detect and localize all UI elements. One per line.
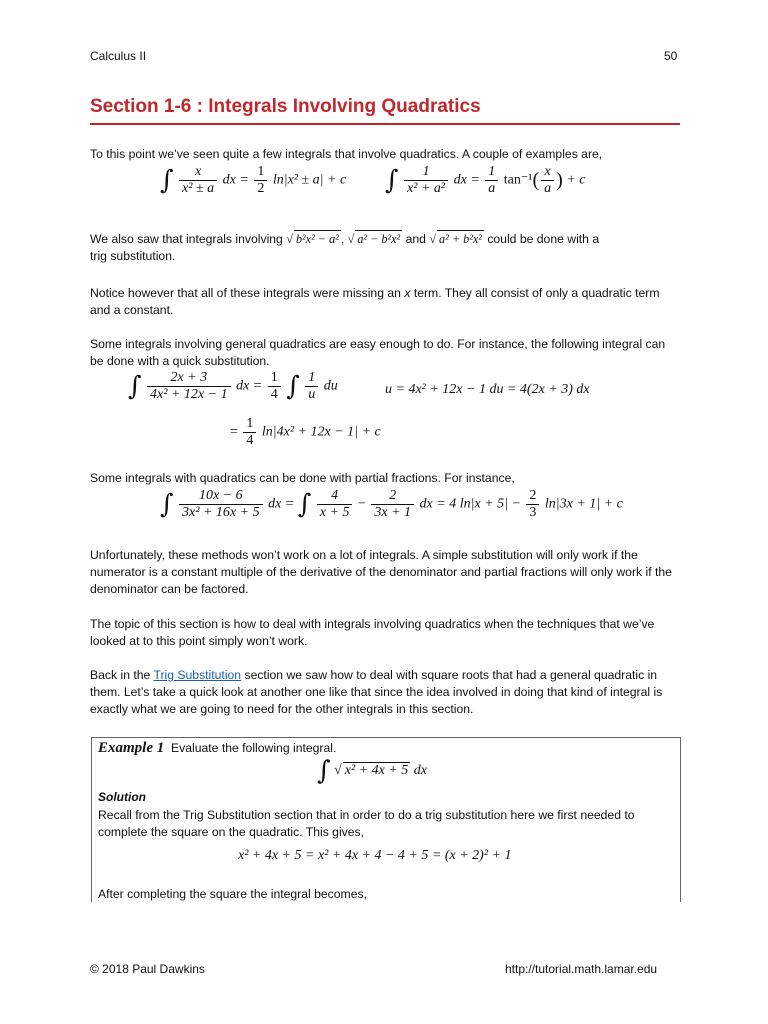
denominator: x + 5: [319, 505, 350, 520]
numerator: 2: [526, 488, 539, 505]
text: Notice however that all of these integrals were missing an: [90, 286, 401, 300]
paragraph-limitations: Unfortunately, these methods won’t work on a lot of integrals. A simple substitution will only work if the numerator is a constant multiple of the derivative of the denominator and partial fractions will only work if the denominator can be factored.: [90, 548, 672, 596]
radicand: a² + b²x²: [439, 232, 482, 246]
result: ln|x² ± a| + c: [272, 172, 347, 188]
operator: −: [357, 496, 366, 512]
denominator: 3x² + 16x + 5: [182, 505, 260, 520]
differential: dx =: [453, 172, 480, 188]
paragraph-missing-x: [90, 285, 680, 319]
integral-sign: ∫: [160, 165, 174, 196]
denominator: 2: [257, 181, 265, 196]
numerator: 1: [268, 370, 281, 387]
denominator: x² ± a: [182, 181, 215, 196]
fraction: [305, 370, 318, 403]
denominator: 4x² + 12x − 1: [150, 387, 228, 402]
numerator: 1: [305, 370, 318, 387]
formula-substitution: [128, 370, 338, 403]
denominator: 4: [270, 387, 278, 402]
coefficient: [526, 488, 539, 521]
denominator: a: [544, 181, 552, 196]
fraction: [147, 370, 231, 403]
text: could be done with a: [487, 232, 600, 246]
example-integral: [317, 758, 427, 784]
integral-sign: ∫: [128, 371, 142, 402]
denominator: 4: [246, 433, 254, 448]
section-title: Section 1-6 : Integrals Involving Quadratics: [90, 96, 481, 117]
integral-sign: ∫: [385, 165, 399, 196]
integral-sign: ∫: [160, 489, 174, 520]
differential: dx: [413, 763, 427, 779]
integral-sign: ∫: [317, 756, 331, 786]
solution-label: Solution: [98, 790, 146, 804]
radicand: a² − b²x²: [357, 232, 401, 246]
paragraph-partial-fractions: Some integrals with quadratics can be done with partial fractions. For instance,: [90, 471, 515, 485]
denominator: x² + a²: [407, 181, 446, 196]
integral-sign: ∫: [297, 489, 312, 520]
course-name: Calculus II: [90, 49, 147, 63]
result: ln|3x + 1| + c: [544, 496, 623, 512]
denominator: u: [308, 387, 316, 402]
fraction: [404, 164, 448, 197]
numerator: 1: [485, 164, 498, 181]
text: We also saw that integrals involving: [90, 232, 283, 246]
numerator: 2: [371, 488, 414, 505]
fraction: [371, 488, 414, 521]
denominator: a: [488, 181, 496, 196]
copyright: © 2018 Paul Dawkins: [90, 962, 205, 976]
example-header: [98, 740, 336, 757]
denominator: 3x + 1: [374, 505, 412, 520]
numerator: 1: [254, 164, 267, 181]
separator: ,: [340, 232, 345, 246]
coefficient: [243, 416, 256, 449]
complete-square: x² + 4x + 5 = x² + 4x + 4 − 4 + 5 = (x + 2)² + 1: [238, 848, 512, 863]
denominator: 3: [529, 505, 537, 520]
coefficient: [254, 164, 267, 197]
fraction: [179, 164, 217, 197]
numerator: 4: [317, 488, 353, 505]
constant: + c: [566, 172, 586, 188]
root: √ x² + 4x + 5: [334, 763, 409, 779]
inner-fraction: [541, 164, 554, 197]
footer-url: http://tutorial.math.lamar.edu: [505, 962, 658, 976]
radicand: b²x² − a²: [295, 232, 339, 246]
title-underline: [90, 123, 680, 125]
coefficient: [485, 164, 498, 197]
example-box: [91, 737, 681, 902]
numerator: 1: [243, 416, 256, 433]
paragraph-topic: The topic of this section is how to deal with integrals involving quadratics when the techniques that we’ve looked at to this point simply won’t work.: [90, 617, 655, 648]
formula-arctan-integral: ∫ $\frac{1}{\text{x² + a²}}$ dx = $\frac{1}{a}$ tan⁻¹( $\frac{x}{a}$ ) + c: [385, 164, 586, 196]
radicand: x² + 4x + 5: [344, 763, 409, 779]
root-3: √ a² + b²x²: [429, 232, 482, 246]
equals: =: [230, 424, 238, 440]
differential: du: [323, 378, 338, 394]
integral-sign: ∫: [286, 371, 300, 402]
solution-text: Recall from the Trig Substitution section that in order to do a trig substitution here we first needed to complete the square on the quadratic. This gives,: [98, 808, 635, 839]
partial-result: dx = 4 ln|x + 5| −: [419, 496, 521, 512]
differential: dx =: [222, 172, 249, 188]
paragraph-trig-roots: [90, 230, 690, 265]
numerator: 10x − 6: [179, 488, 263, 505]
numerator: x: [179, 164, 217, 181]
paragraph-back-reference: [90, 667, 680, 718]
substitution-definition: u = 4x² + 12x − 1 du = 4(2x + 3) dx: [385, 382, 590, 397]
coefficient: [268, 370, 281, 403]
text: term. They all consist of only a quadratic term and a constant.: [90, 286, 660, 317]
after-text: After completing the square the integral becomes,: [98, 887, 367, 901]
page-number: 50: [664, 49, 678, 63]
differential: dx =: [236, 378, 263, 394]
paragraph-substitution: Some integrals involving general quadratics are easy enough to do. For instance, the following integral can be done with a quick substitution.: [90, 337, 666, 368]
result: ln|4x² + 12x − 1| + c: [261, 424, 381, 440]
example-prompt: Evaluate the following integral.: [171, 741, 337, 755]
italic-x: x: [404, 286, 411, 300]
formula-substitution-result: [230, 416, 381, 449]
paragraph-intro: To this point we’ve seen quite a few integrals that involve quadratics. A couple of examples are,: [90, 147, 603, 161]
trig-substitution-link[interactable]: Trig Substitution: [153, 668, 242, 682]
text: trig substitution.: [90, 249, 176, 263]
example-label: Example 1: [98, 740, 165, 756]
formula-partial-fractions: [160, 488, 623, 521]
text: and: [405, 232, 426, 246]
numerator: 1: [404, 164, 448, 181]
text: section we saw how to deal with square roots that had a general quadratic in them. Let’s take a quick look at another one like that since the idea involved in doing that kind of integral is exactly what we are going to need for the other integrals in this section.: [90, 668, 663, 716]
formula-log-integral: [160, 164, 346, 197]
fraction: [179, 488, 263, 521]
numerator: x: [541, 164, 554, 181]
differential: dx =: [268, 496, 295, 512]
fraction: [317, 488, 353, 521]
numerator: 2x + 3: [147, 370, 231, 387]
arctan-label: tan⁻¹: [503, 172, 533, 188]
text: Back in the: [90, 668, 151, 682]
root-1: √ b²x² − a²: [286, 232, 339, 246]
root-2: √ a² − b²x²: [347, 232, 401, 246]
